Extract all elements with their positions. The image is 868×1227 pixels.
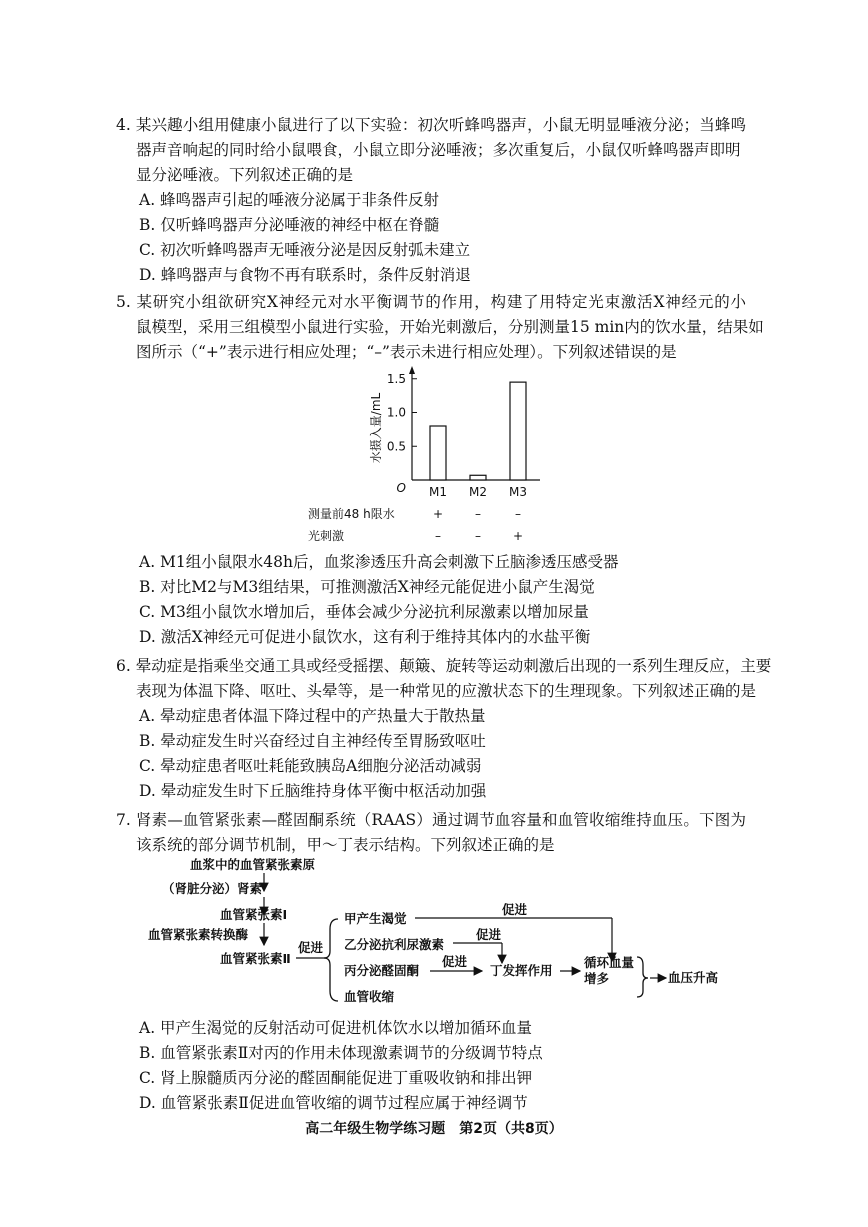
q7-option-a: A. 甲产生渴觉的反射活动可促进机体饮水以增加循环血量: [139, 1019, 533, 1037]
origin-label: O: [396, 481, 406, 495]
q4-option-a: A. 蜂鸣器声引起的唾液分泌属于非条件反射: [139, 191, 440, 209]
q7-option-b: B. 血管紧张素Ⅱ对丙的作用未体现激素调节的分级调节特点: [139, 1044, 543, 1062]
q4-stem-line-3: 显分泌唾液。下列叙述正确的是: [136, 166, 354, 184]
q5-stem-line-1: 5. 某研究小组欲研究X神经元对水平衡调节的作用，构建了用特定光束激活X神经元的小: [116, 293, 746, 311]
volume-label-2: 增多: [584, 971, 610, 986]
q6-option-a: A. 晕动症患者体温下降过程中的产热量大于散热量: [139, 707, 486, 725]
ace-label: 血管紧张素转换酶: [148, 927, 249, 942]
q6-stem-line-2: 表现为体温下降、呕吐、头晕等，是一种常见的应激状态下的生理现象。下列叙述正确的是: [136, 682, 757, 700]
vessel-label: 血管收缩: [344, 989, 395, 1004]
q7-option-d: D. 血管紧张素Ⅱ促进血管收缩的调节过程应属于神经调节: [139, 1094, 528, 1112]
q6-option-c: C. 晕动症患者呕吐耗能致胰岛A细胞分泌活动减弱: [139, 757, 482, 775]
renin-label: （肾脏分泌）肾素: [162, 881, 263, 896]
q7-stem-line-1: 7. 肾素—血管紧张素—醛固酮系统（RAAS）通过调节血容量和血管收缩维持血压。下图为: [116, 811, 746, 829]
angiotensin-1-label: 血管紧张素Ⅰ: [220, 907, 288, 922]
jia-label: 甲产生渴觉: [344, 911, 407, 926]
angiotensinogen-label: 血浆中的血管紧张素原: [190, 857, 316, 872]
q7-option-c: C. 肾上腺髓质丙分泌的醛固酮能促进丁重吸收钠和排出钾: [139, 1069, 533, 1087]
bar-m3: [510, 382, 526, 480]
bar-m2: [470, 475, 486, 480]
promote-label-jia: 促进: [502, 902, 528, 917]
q4-stem-line-2: 器声音响起的同时给小鼠喂食，小鼠立即分泌唾液；多次重复后，小鼠仅听蜂鸣器声即明: [136, 141, 741, 159]
result-bracket: [637, 957, 648, 997]
y-tick-label: 1.0: [386, 405, 406, 420]
raas-diagram: [140, 855, 740, 1015]
promote-label-yi: 促进: [476, 927, 502, 942]
q4-option-d: D. 蜂鸣器声与食物不再有联系时，条件反射消退: [139, 266, 471, 284]
promote-label-bing: 促进: [442, 954, 468, 969]
q5-stem-line-3: 图所示（“+”表示进行相应处理；“–”表示未进行相应处理）。下列叙述错误的是: [136, 343, 677, 361]
q6-stem-line-1: 6. 晕动症是指乘坐交通工具或经受摇摆、颠簸、旋转等运动刺激后出现的一系列生理反应，主要: [116, 657, 772, 675]
q4-option-c: C. 初次听蜂鸣器声无唾液分泌是因反射弧未建立: [139, 241, 471, 259]
page-footer: 高二年级生物学练习题 第2页（共8页）: [305, 1121, 563, 1137]
treatment-name: 测量前48 h限水: [308, 507, 395, 521]
y-tick-label: 0.5: [386, 439, 406, 454]
y-axis-arrow: [409, 366, 415, 374]
bing-label: 丙分泌醛固酮: [344, 963, 420, 978]
q5-stem-line-2: 鼠模型，采用三组模型小鼠进行实验，开始光刺激后，分别测量15 min内的饮水量，结果如: [136, 318, 764, 336]
treatment-mark: –: [475, 529, 481, 543]
q5-option-d: D. 激活X神经元可促进小鼠饮水，这有利于维持其体内的水盐平衡: [139, 628, 591, 646]
yi-label: 乙分泌抗利尿激素: [344, 937, 445, 952]
treatment-mark: –: [515, 507, 521, 521]
x-category-label: M3: [509, 485, 527, 499]
blood-pressure-label: 血压升高: [668, 970, 719, 985]
x-category-label: M2: [469, 485, 487, 499]
y-axis-label: 水摄入量/mL: [369, 392, 383, 464]
bar-m1: [430, 426, 446, 480]
q5-option-a: A. M1组小鼠限水48h后，血浆渗透压升高会刺激下丘脑渗透压感受器: [139, 553, 619, 571]
angiotensin-2-label: 血管紧张素Ⅱ: [220, 951, 291, 966]
treatment-name: 光刺激: [308, 529, 345, 543]
treatment-mark: +: [512, 529, 524, 543]
q4-stem-line-1: 4. 某兴趣小组用健康小鼠进行了以下实验：初次听蜂鸣器声，小鼠无明显唾液分泌；当蜂鸣: [116, 116, 746, 134]
volume-label-1: 循环血量: [584, 955, 635, 970]
y-tick-label: 1.5: [386, 371, 406, 386]
q6-option-b: B. 晕动症发生时兴奋经过自主神经传至胃肠致呕吐: [139, 732, 486, 750]
treatment-mark: –: [475, 507, 481, 521]
q5-option-b: B. 对比M2与M3组结果，可推测激活X神经元能促进小鼠产生渴觉: [139, 578, 595, 596]
x-category-label: M1: [429, 485, 447, 499]
q5-option-c: C. M3组小鼠饮水增加后，垂体会减少分泌抗利尿激素以增加尿量: [139, 603, 589, 621]
q6-option-d: D. 晕动症发生时下丘脑维持身体平衡中枢活动加强: [139, 782, 487, 800]
treatment-mark: +: [432, 507, 444, 521]
promote-label-main: 促进: [298, 940, 324, 955]
q4-option-b: B. 仅听蜂鸣器声分泌唾液的神经中枢在脊髓: [139, 216, 440, 234]
treatment-mark: –: [435, 529, 441, 543]
q7-stem-line-2: 该系统的部分调节机制，甲～丁表示结构。下列叙述正确的是: [136, 836, 555, 854]
ding-label: 丁发挥作用: [490, 963, 553, 978]
water-intake-bar-chart: [300, 366, 560, 544]
effects-bracket: [324, 919, 338, 1001]
